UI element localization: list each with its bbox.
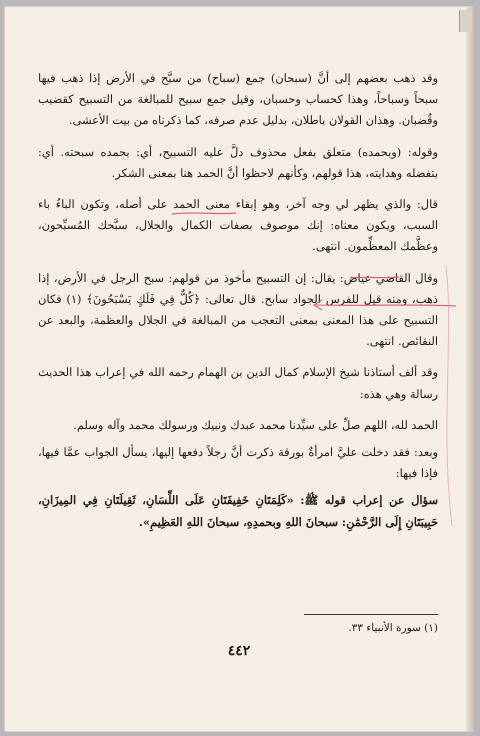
paragraph-3: قال: والذي يظهر لي وجه آخر، وهو إبقاء معنى الحمد على أصله، وتكون الباءُ باء السبب، ويكون معناه: إنك موصوف بصفات الكمال والجلال، سبَّحك المُسبِّحون، وعظَّمك المعظِّمون. انتهى.	[38, 197, 438, 254]
page-number: ٤٤٢	[227, 643, 251, 659]
footnote: (١) سورة الأنبياء ٣٣.	[348, 622, 438, 634]
page-spine-edge	[466, 6, 474, 732]
paragraph-6: الحمد لله، اللهم صلِّ على سيِّدنا محمد عبدك ونبيك ورسولك محمد وآله وسلم.	[73, 417, 438, 432]
paragraph-5: وقد ألف أستاذنا شيخ الإسلام كمال الدين بن الهمام رحمه الله في إعراب هذا الحديث رسالة وهي هذه:	[38, 365, 438, 401]
paragraph-8: سؤال عن إعراب قوله ﷺ: «كَلِمَتَانِ خَفِيفَتَانِ عَلَى اللِّسَانِ، ثَقِيلَتَانِ فِي المِيزَانِ، حَبِيبَتَانِ إِلَى الرَّحْمَٰنِ: سبحانَ اللهِ وبحمدِهِ، سبحانَ اللهِ العَظِيمِ».	[38, 493, 438, 529]
main-text	[38, 68, 438, 533]
footnote-divider	[304, 614, 438, 615]
margin-scribble	[446, 266, 452, 526]
paragraph-4: وقال القاضي عياض: يقال: إن التسبيح مأخوذ من قولهم: سبح الرجل في الأرض، إذا ذهب، ومنه قيل للفرس الجواد سابح. قال تعالى: ﴿كُلٌّ فِي فَلَكٍ يَسْبَحُونَ﴾ (١) فكان التسبيح على هذا المعنى بمعنى التعجب من المبالغة في الجلال والعظمة، والبعد عن النقائص. انتهى.	[38, 270, 438, 349]
paragraph-1: وقد ذهب بعضهم إلى أنَّ (سبحان) جمع (سباح) من سبَّح في الأرض إذا ذهب فيها سبحاً وسباحاً، وهذا كحساب وحسبان، وقيل جمع سبيح للمبالغة من التسبيح كقضيب وقُضبان. وهذان القولان باطلان، بدليل عدم صرفه، كما ذكرناه من بيت الأعشى.	[38, 71, 438, 128]
book-page	[4, 6, 474, 732]
paragraph-2: وقوله: (وبحمده) متعلق بفعل محذوف دلَّ عليه التسبيح، أي: بحمده سبحته. أي: بتفضله وهدايته، هذا قولهم، وكأنهم لاحظوا أنَّ الحمد هنا بمعنى الشكر.	[38, 144, 438, 180]
paragraph-7: وبعد: فقد دخلت عليَّ امرأةٌ بورقة ذكرت أنَّ رجلاً دفعها إليها، يسأل الجواب عمَّا فيها، فإذا فيها:	[38, 445, 438, 481]
page-tab-marker	[459, 10, 472, 32]
